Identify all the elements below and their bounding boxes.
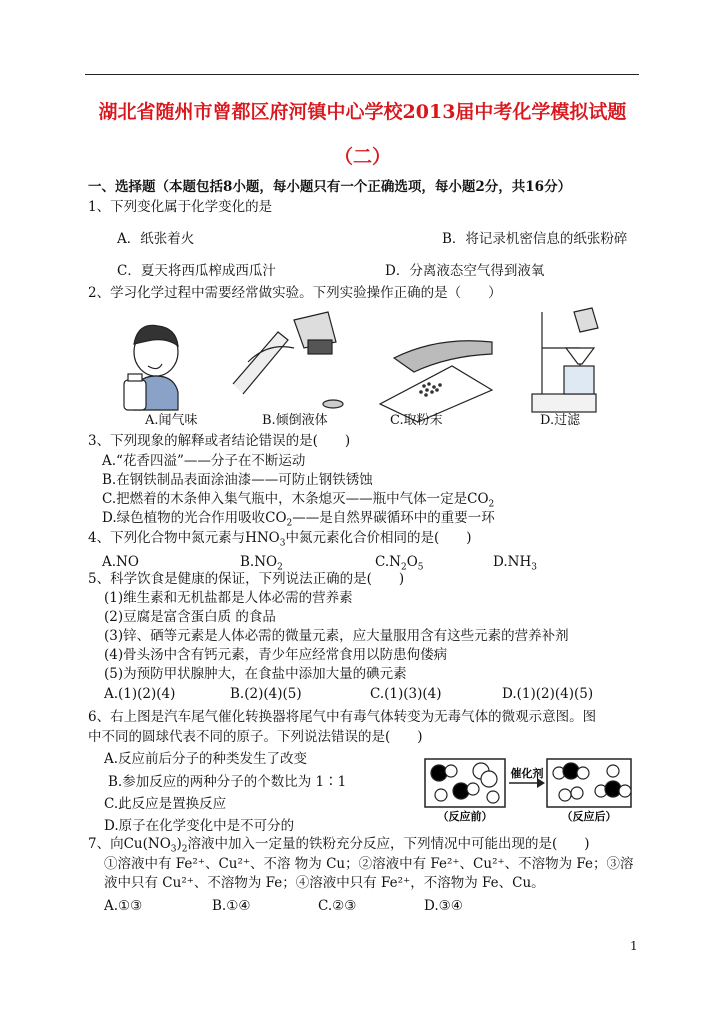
page-title: 湖北省随州市曾都区府河镇中心学校2013届中考化学模拟试题	[98, 101, 627, 123]
q5-statement-4: (4)骨头汤中含有钙元素，青少年应经常食用以防患佝偻病	[104, 647, 448, 663]
q4-option-c: $C.N_2O_5$	[375, 554, 424, 573]
q4-option-a: A.NO	[102, 554, 139, 570]
q3-option-b: B.在钢铁制品表面涂油漆——可防止钢铁锈蚀	[102, 472, 373, 488]
q5-statement-2: (2)豆腐是富含蛋白质 的食品	[104, 609, 276, 625]
section-heading: 一、选择题（本题包括8小题，每小题只有一个正确选项，每小题2分，共16分）	[88, 179, 572, 195]
q5-statement-1: (1)维生素和无机盐都是人体必需的营养素	[104, 590, 353, 606]
q4-stem: 4、下列化合物中氮元素与$HNO_3$中氮元素化合价相同的是( )	[88, 530, 472, 549]
q5-option-c: C.(1)(3)(4)	[370, 686, 442, 702]
smell-figure	[124, 325, 178, 410]
q5-statement-5: (5)为预防甲状腺肿大，在食盐中添加大量的碘元素	[104, 666, 407, 682]
q6-option-b: B.参加反应的两种分子的个数比为 1∶1	[108, 774, 347, 790]
q1-option-d: D．分离液态空气得到液氧	[385, 263, 545, 279]
q7-option-a: A.①③	[104, 898, 143, 914]
filtration-figure	[532, 308, 598, 412]
q6-stem-line2: 中不同的圆球代表不同的原子。下列说法错误的是( )	[88, 729, 423, 745]
q7-option-c: C.②③	[318, 898, 357, 914]
q1-option-c: C．夏天将西瓜榨成西瓜汁	[117, 263, 276, 279]
q4-option-b: $B.NO_2$	[240, 554, 283, 573]
q2-stem: 2、学习化学过程中需要经常做实验。下列实验操作正确的是（ ）	[88, 285, 502, 301]
q5-stem: 5、科学饮食是健康的保证，下列说法正确的是( )	[88, 571, 405, 587]
page-subtitle: （二）	[333, 146, 391, 168]
q3-stem: 3、下列现象的解释或者结论错误的是( )	[88, 433, 351, 449]
q7-line3: 液中只有 Cu²⁺、不溶物为 Fe；④溶液中只有 Fe²⁺，不溶物为 Fe、Cu。	[104, 875, 545, 891]
q7-option-b: B.①④	[212, 898, 251, 914]
q2-caption-d: D.过滤	[540, 413, 581, 428]
q2-caption-a: A.闻气味	[145, 413, 198, 428]
q3-option-a: A.“花香四溢”——分子在不断运动	[102, 453, 306, 469]
q2-caption-c: C.取粉末	[390, 413, 443, 428]
q7-line2: ①溶液中有 Fe²⁺、Cu²⁺、不溶 物为 Cu；②溶液中有 Fe²⁺、Cu²⁺、不溶物为 Fe；③溶	[104, 856, 634, 872]
page-number: 1	[630, 939, 638, 953]
powder-figure	[380, 341, 492, 422]
q1-stem: 1、下列变化属于化学变化的是	[88, 199, 273, 215]
q7-stem: 7、向$Cu(NO_3)_2$溶液中加入一定量的铁粉充分反应，下列情况中可能出现的是( )	[88, 836, 590, 855]
q5-option-b: B.(2)(4)(5)	[230, 686, 302, 702]
q7-option-d: D.③④	[424, 898, 463, 914]
q4-option-d: $D.NH_3$	[493, 554, 537, 573]
q2-caption-b: B.倾倒液体	[262, 413, 328, 428]
q5-statement-3: (3)锌、硒等元素是人体必需的微量元素，应大量服用含有这些元素的营养补剂	[104, 628, 569, 644]
pouring-figure	[233, 312, 343, 408]
q6-option-d: D.原子在化学变化中是不可分的	[104, 818, 295, 834]
q3-option-c: C.把燃着的木条伸入集气瓶中，木条熄灭——瓶中气体一定是$CO_2$	[102, 491, 495, 510]
header-rule	[85, 74, 639, 75]
q6-reaction-diagram	[423, 757, 635, 823]
q6-option-a: A.反应前后分子的种类发生了改变	[104, 751, 308, 767]
before-label: （反应前）	[437, 810, 493, 823]
q3-option-d: D.绿色植物的光合作用吸收$CO_2——$是自然界碳循环中的重要一环	[102, 510, 495, 529]
q5-option-a: A.(1)(2)(4)	[104, 686, 176, 702]
q1-option-b: B．将记录机密信息的纸张粉碎	[442, 231, 628, 247]
q6-option-c: C.此反应是置换反应	[104, 796, 227, 812]
q1-option-a: A．纸张着火	[117, 231, 195, 247]
after-label: （反应后）	[561, 810, 617, 823]
catalyst-label: 催化剂	[510, 767, 544, 780]
q5-option-d: D.(1)(2)(4)(5)	[502, 686, 594, 702]
q6-stem-line1: 6、右上图是汽车尾气催化转换器将尾气中有毒气体转变为无毒气体的微观示意图。图	[88, 709, 597, 725]
